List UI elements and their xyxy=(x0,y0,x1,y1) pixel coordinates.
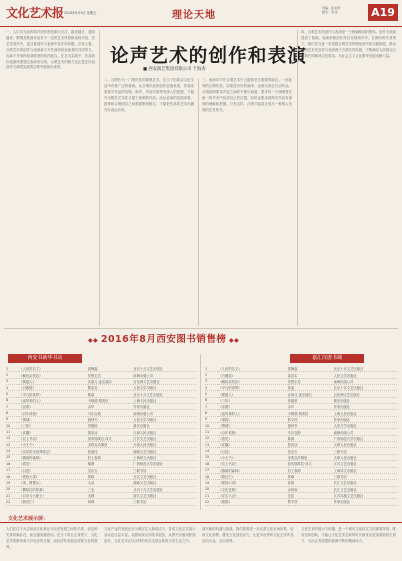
rank-cell: 11 xyxy=(6,429,19,435)
author-cell: 贾平凹 xyxy=(288,416,334,422)
book-title-cell: 《皮囊》 xyxy=(218,442,287,448)
rank-cell: 20 xyxy=(205,486,218,492)
rank-cell: 9 xyxy=(6,416,19,422)
column-divider xyxy=(297,30,298,326)
rank-cell: 6 xyxy=(6,397,19,403)
author-cell: 村上春树 xyxy=(88,454,134,460)
author-cell: 加布瑞埃拉·泽文 xyxy=(288,461,334,467)
author-cell: 周梅森 xyxy=(88,366,134,372)
publisher-cell: 作家出版社 xyxy=(334,499,397,505)
publisher-cell: 上海人民出版社 xyxy=(133,397,196,403)
bottom-column-2: 文化产业的发展正在为城市注入新的活力，各类文化艺术展示活动也日益丰富。从剧场演出到美术展览，从图书出版到影视创作，文化艺术正以多样的形态走进百姓的日常生活之中。 xyxy=(104,527,196,543)
book-title-cell: 《追风筝的人》 xyxy=(218,410,287,416)
book-title-cell: 《追风筝的人》 xyxy=(19,397,87,403)
publisher-cell: 三联书店 xyxy=(133,499,196,505)
publisher-cell: 长江文艺出版社 xyxy=(334,486,397,492)
book-title-cell: 《孤独六讲》 xyxy=(19,473,87,479)
author-cell: 马尔克斯 xyxy=(288,429,334,435)
rank-cell: 7 xyxy=(6,404,19,410)
book-title-cell: 《文化苦旅》 xyxy=(218,486,287,492)
author-cell: 余华 xyxy=(288,404,334,410)
rank-cell: 13 xyxy=(205,442,218,448)
author-cell: 杨绛 xyxy=(288,473,334,479)
book-title-cell: 《皮囊》 xyxy=(19,429,87,435)
publisher-cell: 北京十月文艺出版社 xyxy=(133,366,196,372)
rank-cell: 15 xyxy=(205,454,218,460)
rank-cell: 14 xyxy=(205,448,218,454)
masthead xyxy=(0,0,402,27)
book-title-cell: 《撒哈拉的故事》 xyxy=(19,486,87,492)
section-title: 理论天地 xyxy=(172,10,216,21)
publisher-cell: 天津人民出版社 xyxy=(133,442,196,448)
bottom-column-4: 文化艺术的展示与传播，是一个城市文化软实力的重要体现。唯有坚持创新，才能让文化艺术在新的时代焕发出更加蓬勃的生命力，为社会发展提供源源不断的精神动力。 xyxy=(301,527,396,543)
publisher-cell: 北京十月文艺出版社 xyxy=(334,366,397,372)
author-cell: 蒋勋 xyxy=(288,480,334,486)
rank-cell: 1 xyxy=(205,366,218,372)
bottom-column-1: 人们往往不大注意到文化事业与经济发展之间的关系，但这种关系的确存在，而且越来越密切。在当下的社会背景下，文化艺术的繁荣离不开经济的支撑，而经济的发展也需要文化的滋养。 xyxy=(6,527,98,549)
newspaper-logo: 文化艺术报 xyxy=(6,6,64,20)
publisher-cell: 天津人民出版社 xyxy=(334,454,397,460)
book-title-cell: 《百年孤独》 xyxy=(19,410,87,416)
book-title-cell: 《解忧杂货店》 xyxy=(19,372,87,378)
book-title-cell: 《从你的全世界路过》 xyxy=(19,448,87,454)
table-row xyxy=(205,499,397,505)
author-cell: 蔡崇达 xyxy=(288,442,334,448)
author-cell: 蔡崇达 xyxy=(88,429,134,435)
book-title-cell: 《废都》 xyxy=(218,499,287,505)
rank-cell: 12 xyxy=(6,435,19,441)
publisher-cell: 长江文艺出版社 xyxy=(334,480,397,486)
right-store-header: 嘉汇汉唐书城 xyxy=(290,354,364,363)
rank-cell: 4 xyxy=(6,385,19,391)
page-number: A19 xyxy=(368,4,398,21)
book-title-cell: 《小王子》 xyxy=(19,442,87,448)
author-cell: 三毛 xyxy=(88,486,134,492)
left-book-table xyxy=(6,366,196,506)
author-cell: 杨绛 xyxy=(88,499,134,505)
book-title-cell: 《月亮与六便士》 xyxy=(19,492,87,498)
author-cell: 张嘉佳 xyxy=(88,448,134,454)
rank-cell: 17 xyxy=(205,467,218,473)
table-row xyxy=(6,499,196,505)
author-cell: 余秋雨 xyxy=(288,486,334,492)
publisher-cell: 人民文学出版社 xyxy=(133,385,196,391)
publisher-cell: 三联书店 xyxy=(334,448,397,454)
rank-cell: 8 xyxy=(205,410,218,416)
section-divider xyxy=(4,328,398,329)
book-title-cell: 《挪威的森林》 xyxy=(19,454,87,460)
rank-cell: 21 xyxy=(6,492,19,498)
publisher-cell: 南海出版公司 xyxy=(133,372,196,378)
bottom-section-header: 文化艺术展示屏： xyxy=(8,516,49,522)
article-column-1: 一、人们对当前的和声创作感受颇为关注，越来越多，通常越来。歌唱及歌曲作品对于一定的艺术风格和表现手段，在艺术创作中，更注意创作与表演中存在的问题。总体上看，合唱艺术的创作与表演离不开作曲家和表演者的共同努力，也离不开指挥和演唱者的协作配合。在艺术实践中，作品的价值最终要通过表演来实现，合唱艺术的魅力也正是在作品创作与演唱实践的过程中展现出来的。 xyxy=(6,30,95,70)
author-cell: 蒋勋 xyxy=(88,473,134,479)
book-list-title: ◆◆ 2016年8月西安图书销售榜 ◆◆ xyxy=(88,334,240,345)
publisher-cell: 重庆出版社 xyxy=(133,423,196,429)
rank-cell: 18 xyxy=(6,473,19,479)
book-title-cell: 《我们仨》 xyxy=(218,473,287,479)
author-cell: 东野圭吾 xyxy=(88,372,134,378)
book-title-cell: 《乖，摸摸头》 xyxy=(19,480,87,486)
book-title-cell: 《平凡的世界》 xyxy=(218,385,287,391)
rank-cell: 21 xyxy=(205,492,218,498)
author-cell: 刘慈欣 xyxy=(288,397,334,403)
author-cell: 路遥 xyxy=(88,391,134,397)
publisher-cell: 江苏凤凰文艺出版社 xyxy=(334,492,397,498)
author-cell: 刘慈欣 xyxy=(88,423,134,429)
author-cell: 卡勒德·胡赛尼 xyxy=(88,397,134,403)
author-cell: 圣埃克苏佩里 xyxy=(88,442,134,448)
author-cell: 村上春树 xyxy=(288,467,334,473)
author-cell: 大冰 xyxy=(88,480,134,486)
author-cell: 钱钟书 xyxy=(88,416,134,422)
author-cell: 圣埃克苏佩里 xyxy=(288,454,334,460)
rank-cell: 2 xyxy=(6,372,19,378)
publisher-cell: 南海出版公司 xyxy=(133,410,196,416)
book-title-cell: 《围城》 xyxy=(19,416,87,422)
author-cell: 周梅森 xyxy=(288,366,334,372)
rank-cell: 22 xyxy=(6,499,19,505)
publisher-cell: 北京十月文艺出版社 xyxy=(133,486,196,492)
author-cell: 柴静 xyxy=(88,461,134,467)
book-title-cell: 《孤独六讲》 xyxy=(218,480,287,486)
rank-cell: 7 xyxy=(205,404,218,410)
article-column-3: 三、表演环节在合唱艺术中占据着至关重要的地位。一部优秀的合唱作品，如果没有好的演绎，也难以真正打动听众。合唱演唱要求声部之间的平衡与和谐，要求每一个演唱者在统一的声音中找到自己的位置，同时也要求指挥对作品有深刻的理解和把握。只有这样，合唱才能真正成为一种感人至深的艺术形式。 xyxy=(202,78,292,112)
publisher-cell: 江苏文艺出版社 xyxy=(133,435,196,441)
author-cell: 柴静 xyxy=(288,435,334,441)
publisher-cell: 人民文学出版社 xyxy=(334,423,397,429)
rank-cell: 11 xyxy=(205,429,218,435)
rank-cell: 6 xyxy=(205,397,218,403)
book-title-cell: 《人民的名义》 xyxy=(218,366,287,372)
issue-date: 2016年9月9日 星期五 xyxy=(64,11,97,15)
column-divider xyxy=(200,354,201,510)
book-title-cell: 《看见》 xyxy=(218,435,287,441)
author-cell: 陈忠实 xyxy=(88,385,134,391)
article-column-4: 四、合唱艺术的创作与表演是一个相辅相成的整体。创作为表演提供了基础，表演则使创作得以呈现和升华。在新的时代背景下，我们应当进一步加强合唱艺术的理论研究和实践探索，推动合唱艺术在创作与表演两个方面共同发展，不断满足人民群众日益增长的精神文化需求，为社会主义文化繁荣发展贡献力量。 xyxy=(301,30,396,58)
rank-cell: 8 xyxy=(6,410,19,416)
rank-cell: 2 xyxy=(205,372,218,378)
rank-cell: 18 xyxy=(205,473,218,479)
publisher-cell: 人民文学出版社 xyxy=(334,372,397,378)
rank-cell: 14 xyxy=(6,448,19,454)
publisher-cell: 广西师范大学出版社 xyxy=(133,461,196,467)
book-title-cell: 《活着》 xyxy=(19,404,87,410)
publisher-cell: 三联书店 xyxy=(334,473,397,479)
book-title-cell: 《解忧杂货店》 xyxy=(218,378,287,384)
publisher-cell: 湖南文艺出版社 xyxy=(133,448,196,454)
author-cell: 毛姆 xyxy=(88,492,134,498)
author-cell: 马尔克斯 xyxy=(88,410,134,416)
book-title-cell: 《岛上书店》 xyxy=(218,461,287,467)
rank-cell: 19 xyxy=(6,480,19,486)
author-cell: 贾平凹 xyxy=(288,499,334,505)
book-title-cell: 《围城》 xyxy=(218,423,287,429)
rank-cell: 16 xyxy=(6,461,19,467)
column-divider xyxy=(99,30,100,326)
author-cell: 加布瑞埃拉·泽文 xyxy=(88,435,134,441)
rank-cell: 9 xyxy=(205,416,218,422)
author-cell: 东野圭吾 xyxy=(288,378,334,384)
rank-cell: 4 xyxy=(205,385,218,391)
book-title-cell: 《百年孤独》 xyxy=(218,429,287,435)
publisher-cell: 北京十月文艺出版社 xyxy=(133,391,196,397)
rank-cell: 5 xyxy=(6,391,19,397)
rank-cell: 10 xyxy=(205,423,218,429)
book-title-cell: 《目送》 xyxy=(19,467,87,473)
author-cell: 余华 xyxy=(88,404,134,410)
book-title-cell: 《三体》 xyxy=(19,423,87,429)
book-list-title-text: 2016年8月西安图书销售榜 xyxy=(100,334,227,345)
publisher-cell: 百花洲文艺出版社 xyxy=(133,378,196,384)
book-title-cell: 《目送》 xyxy=(218,448,287,454)
publisher-cell: 天津人民出版社 xyxy=(334,442,397,448)
rank-cell: 12 xyxy=(205,435,218,441)
book-title-cell: 《摆渡人》 xyxy=(19,378,87,384)
publisher-cell: 江苏文艺出版社 xyxy=(334,461,397,467)
publisher-cell: 上海人民出版社 xyxy=(334,410,397,416)
publisher-cell: 百花洲文艺出版社 xyxy=(334,391,397,397)
publisher-cell: 上海译文出版社 xyxy=(334,467,397,473)
rank-cell: 5 xyxy=(205,391,218,397)
publisher-cell: 作家出版社 xyxy=(334,404,397,410)
rank-cell: 3 xyxy=(205,378,218,384)
book-title-cell: 《平凡的世界》 xyxy=(19,391,87,397)
book-title-cell: 《挪威的森林》 xyxy=(218,467,287,473)
publisher-cell: 重庆出版社 xyxy=(334,397,397,403)
author-cell: 克莱儿·麦克福尔 xyxy=(288,391,334,397)
editor-credits xyxy=(322,6,340,14)
column-divider xyxy=(198,78,199,326)
rank-cell: 3 xyxy=(6,378,19,384)
book-title-cell: 《岛上书店》 xyxy=(19,435,87,441)
book-title-cell: 《小王子》 xyxy=(218,454,287,460)
publisher-cell: 南海出版公司 xyxy=(334,429,397,435)
left-store-header: 西安书新华书店 xyxy=(8,354,82,363)
editor-line: 责编：张永利 xyxy=(322,6,341,10)
book-title-cell: 《人民的名义》 xyxy=(19,366,87,372)
article-column-2: 二、合唱作为一门集体性的歌唱艺术，在当下的群众文化生活中有着广泛的基础。从合唱作品的创作层面来看，作曲家需要对作品的结构、和声、声部安排等有深入的把握，才能写出既有艺术性又便于演唱的作品。而从表演的层面来看，指挥和合唱团员之间需要默契配合，才能把作品的艺术内涵充分表达出来。 xyxy=(104,78,194,112)
publisher-cell: 作家出版社 xyxy=(334,416,397,422)
article-byline: ■ 西安演艺集团有限公司 于海涛 xyxy=(143,67,206,72)
book-title-cell: 《秦腔》 xyxy=(218,416,287,422)
author-cell: 陈忠实 xyxy=(288,372,334,378)
author-cell: 钱钟书 xyxy=(288,423,334,429)
book-title-cell: 《我们仨》 xyxy=(19,499,87,505)
author-cell: 卡勒德·胡赛尼 xyxy=(288,410,334,416)
rank-cell: 19 xyxy=(205,480,218,486)
publisher-cell: 南海出版公司 xyxy=(334,378,397,384)
bottom-column-3: 面对新的机遇与挑战，我们需要进一步完善文化市场体系，培育文化消费，激发文化创造活力，让更多优秀的文化艺术作品走向大众，走向世界。 xyxy=(202,527,294,543)
author-cell: 沈复 xyxy=(288,492,334,498)
book-title-cell: 《白鹿原》 xyxy=(19,385,87,391)
author-cell: 龙应台 xyxy=(288,448,334,454)
author-cell: 龙应台 xyxy=(88,467,134,473)
rank-cell: 17 xyxy=(6,467,19,473)
book-title-cell: 《活着》 xyxy=(218,404,287,410)
article-title: 论声艺术的创作和表演 xyxy=(110,46,308,67)
publisher-cell: 浙江文艺出版社 xyxy=(133,492,196,498)
book-title-cell: 《三体》 xyxy=(218,397,287,403)
rank-cell: 13 xyxy=(6,442,19,448)
editor-line: 版式：刘 佳 xyxy=(322,10,338,15)
rank-cell: 10 xyxy=(6,423,19,429)
publisher-cell: 广西师范大学出版社 xyxy=(334,435,397,441)
publisher-cell: 作家出版社 xyxy=(133,404,196,410)
right-book-table xyxy=(205,366,397,506)
publisher-cell: 长江文艺出版社 xyxy=(133,473,196,479)
rank-cell: 22 xyxy=(205,499,218,505)
publisher-cell: 天津人民出版社 xyxy=(133,429,196,435)
rank-cell: 20 xyxy=(6,486,19,492)
publisher-cell: 三联书店 xyxy=(133,467,196,473)
book-title-cell: 《看见》 xyxy=(19,461,87,467)
publisher-cell: 北京十月文艺出版社 xyxy=(334,385,397,391)
author-cell: 克莱儿·麦克福尔 xyxy=(88,378,134,384)
book-title-cell: 《摆渡人》 xyxy=(218,391,287,397)
bottom-rule xyxy=(0,522,402,523)
book-title-cell: 《白鹿原》 xyxy=(218,372,287,378)
rank-cell: 1 xyxy=(6,366,19,372)
rank-cell: 16 xyxy=(205,461,218,467)
book-title-cell: 《浮生六记》 xyxy=(218,492,287,498)
publisher-cell: 湖南文艺出版社 xyxy=(133,480,196,486)
publisher-cell: 上海译文出版社 xyxy=(133,454,196,460)
author-cell: 路遥 xyxy=(288,385,334,391)
rank-cell: 15 xyxy=(6,454,19,460)
publisher-cell: 人民文学出版社 xyxy=(133,416,196,422)
